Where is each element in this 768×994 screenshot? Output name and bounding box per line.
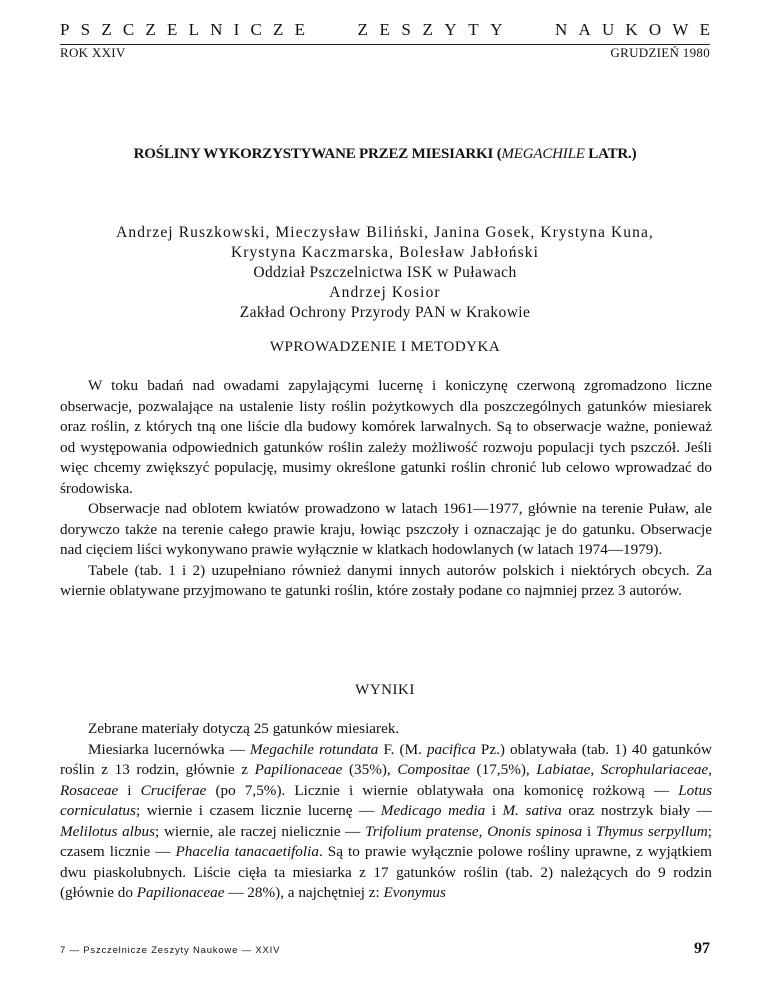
footer-signature: 7 — Pszczelnicze Zeszyty Naukowe — XXIV <box>60 945 281 956</box>
text-run: ; czasem licznie — <box>60 822 713 860</box>
title-genus: MEGACHILE <box>501 146 585 162</box>
article-title <box>60 146 710 163</box>
italic-run: Phacelia tanacaetifolia <box>175 843 319 860</box>
italic-run: pacifica <box>426 740 476 758</box>
journal-letter: S <box>401 20 411 39</box>
section-heading-results: WYNIKI <box>355 682 415 698</box>
text-run: — 28%), a najchętniej z: <box>224 884 384 901</box>
intro-paragraph-3: Tabele (tab. 1 i 2) uzupełniano również danymi innych autorów polskich i niektórych obcych. Za wiernie oblatywane przyjmowano te gatunki roślin, które zostały podane co najmniej przez 3 autorów. <box>60 561 712 599</box>
text-run: (po 7,5%). Licznie i wiernie oblatywała ona komonicę rożkową — <box>206 781 679 799</box>
title-end: LATR.) <box>584 146 637 162</box>
text-run: ; wiernie i czasem licznie lucernę — <box>135 802 381 819</box>
journal-letter: A <box>578 20 591 39</box>
results-text <box>60 719 712 904</box>
journal-letter: W <box>672 20 689 39</box>
journal-letter: Z <box>422 20 433 39</box>
issue-date: GRUDZIEŃ 1980 <box>610 45 710 60</box>
text-run: (17,5%), <box>469 761 537 778</box>
journal-letter: E <box>379 20 390 39</box>
authors-line-2: Krystyna Kaczmarska, Bolesław Jabłoński <box>230 244 540 261</box>
authors-line-1: Andrzej Ruszkowski, Mieczysław Biliński, Janina Gosek, Krystyna Kuna, <box>116 224 654 241</box>
journal-letter: N <box>210 20 223 39</box>
italic-run: Labiatae, Scrophulariaceae, Rosaceae <box>60 761 712 799</box>
page-number: 97 <box>694 940 710 957</box>
journal-word-naukowe <box>555 20 710 40</box>
text-run: i <box>118 781 141 799</box>
journal-letter: L <box>188 20 199 39</box>
title-main: ROŚLINY WYKORZYSTYWANE PRZEZ MIESIARKI ( <box>133 146 502 162</box>
text-run: (35%), <box>342 761 398 778</box>
italic-run: Trifolium pratense, Ononis spinosa <box>365 822 583 840</box>
text-run: i <box>485 802 503 819</box>
italic-run: Thymus serpyllum <box>595 822 708 840</box>
journal-letter: O <box>648 20 662 39</box>
italic-run: Compositae <box>397 761 470 778</box>
journal-letter: E <box>294 20 305 39</box>
results-paragraph-1: Zebrane materiały dotyczą 25 gatunków miesiarek. <box>88 720 400 737</box>
author-block <box>60 223 710 323</box>
italic-run: Megachile rotundata <box>249 740 379 758</box>
journal-word-pszczelnicze <box>60 20 305 40</box>
italic-run: Papilionaceae <box>136 884 225 901</box>
author-3: Andrzej Kosior <box>329 284 441 301</box>
italic-run: Evonymus <box>383 884 446 901</box>
journal-letter: U <box>601 20 615 39</box>
results-paragraph-2 <box>60 740 712 904</box>
italic-run: Melilotus albus <box>60 822 156 840</box>
italic-run: Lotus corniculatus <box>60 781 712 819</box>
intro-paragraph-2: Obserwacje nad oblotem kwiatów prowadzono w latach 1961—1977, głównie na terenie Puław, ale dorywczo także na terenie całego prawie kraju, łowiąc pszczoły i oznaczając je do gatunku. Obserwacje nad cięciem liści wykonywano prawie wyłącznie w klatkach hodowlanych (w latach 1974—1979). <box>60 500 712 558</box>
journal-title <box>60 20 710 40</box>
text-run: oraz nostrzyk biały — <box>561 802 712 819</box>
italic-run: Papilionaceae <box>254 761 343 778</box>
affiliation-2: Zakład Ochrony Przyrody PAN w Krakowie <box>239 304 531 321</box>
journal-letter: S <box>80 20 91 39</box>
italic-run: Cruciferae <box>140 781 207 799</box>
text-run: F. (M. <box>378 740 427 758</box>
section-heading-intro: WPROWADZENIE I METODYKA <box>269 339 501 355</box>
journal-letter: Y <box>444 20 457 39</box>
journal-letter: K <box>625 20 638 39</box>
journal-letter: I <box>233 20 240 39</box>
journal-word-zeszyty <box>358 20 503 40</box>
journal-letter: C <box>250 20 262 39</box>
text-run: . Są to prawie wyłącznie polowe rośliny uprawne, z wyjątkiem dwu piaskolubnych. Liście cięła ta miesiarka z 17 gatunków roślin (tab. 2) należących do 9 rodzin (głównie do <box>60 843 712 901</box>
text-run: Miesiarka lucernówka — <box>88 740 250 758</box>
journal-letter: N <box>555 20 568 39</box>
italic-run: M. sativa <box>502 802 562 819</box>
journal-letter: C <box>122 20 135 39</box>
intro-text <box>60 376 712 602</box>
volume-year: ROK XXIV <box>60 45 126 60</box>
journal-letter: E <box>699 20 710 39</box>
italic-run: Medicago media <box>380 802 486 819</box>
journal-letter: Z <box>101 20 112 39</box>
affiliation-1: Oddział Pszczelnictwa ISK w Puławach <box>253 264 517 281</box>
journal-letter: P <box>60 20 70 39</box>
journal-letter: T <box>468 20 479 39</box>
journal-letter: Z <box>273 20 284 39</box>
text-run: Pz.) oblatywała (tab. 1) 40 gatunków roślin z 13 rodzin, głównie z <box>60 740 712 778</box>
text-run: i <box>582 822 596 840</box>
text-run: ; wiernie, ale raczej nielicznie — <box>155 822 366 840</box>
journal-letter: Y <box>490 20 503 39</box>
journal-letter: Z <box>357 20 368 39</box>
journal-letter: E <box>167 20 178 39</box>
intro-paragraph-1: W toku badań nad owadami zapylającymi lucernę i koniczynę czerwoną zgromadzono liczne obserwacje, pozwalające na ustalenie listy roślin pożytkowych dla poszczególnych gatunków miesiarek oraz roślin, z których tną one liście dla budowy komórek larwalnych. Są to obserwacje ważne, ponieważ od występowania odpowiednich gatunków roślin zależy możliwość rozwoju populacji tych pszczół. Jeśli więc chcemy zwiększyć populację, musimy określone gatunki roślin chronić lub celowo wprowadzać do środowiska. <box>60 377 712 497</box>
journal-letter: Z <box>145 20 156 39</box>
